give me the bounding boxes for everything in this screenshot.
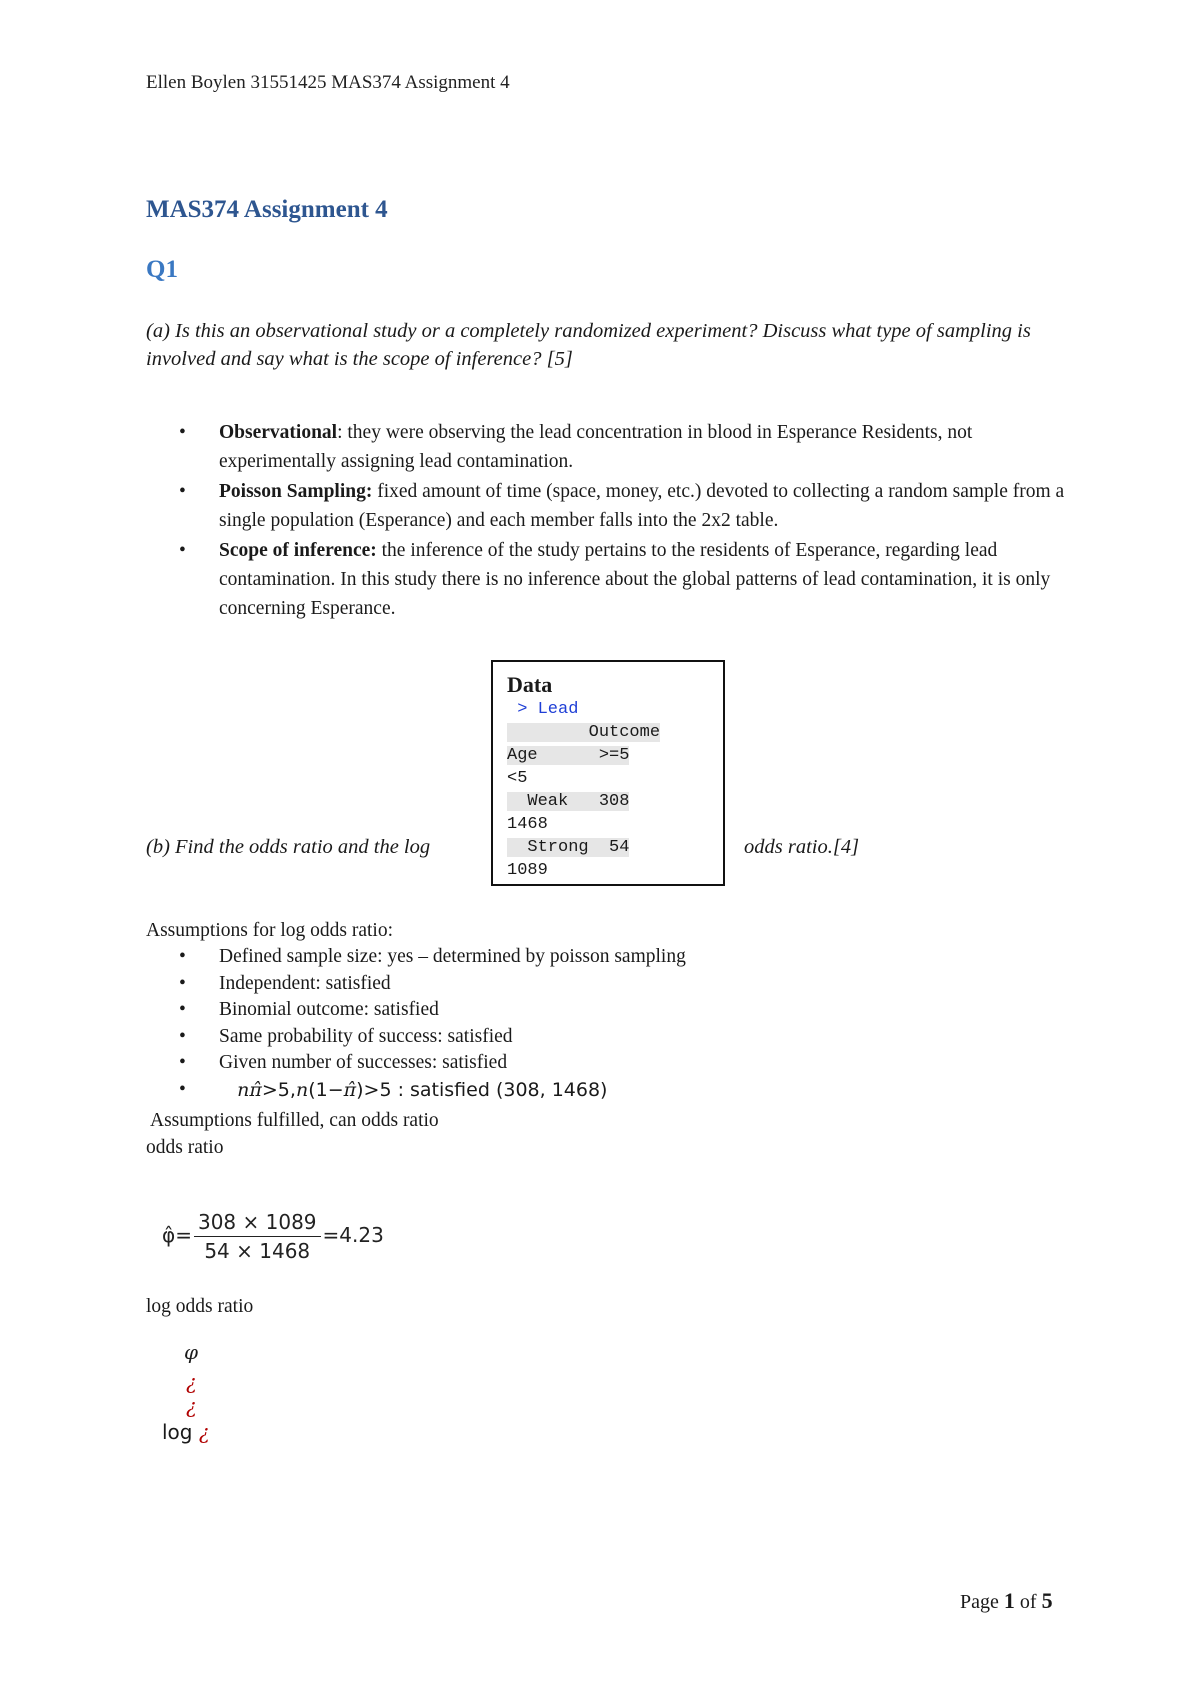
odds-ratio-label: odds ratio: [146, 1137, 224, 1158]
page-number: 1: [1003, 1588, 1015, 1613]
bullet-term: Scope of inference:: [219, 540, 377, 561]
question-a: (a) Is this an observational study or a completely randomized experiment? Discuss what type of sampling is involved and say what is the scope of inference? [5]: [146, 320, 1031, 370]
data-box-output: [507, 698, 660, 882]
row-label: Strong: [527, 838, 589, 857]
answer-bullet-list: [146, 418, 1066, 624]
log-expression: [162, 1420, 210, 1444]
assumptions-heading: Assumptions for log odds ratio:: [146, 920, 393, 941]
odds-ratio-formula: φ̂= $\frac{308 \times 1089}{54 \times 1468}$ =4.23: [162, 1210, 384, 1263]
sample-size-condition: nπ̂>5,n(1−π̂)>5: [237, 1078, 392, 1101]
cell-value: 1468: [507, 815, 548, 834]
bullet-icon: •: [179, 946, 186, 967]
cell-value: 54: [609, 838, 630, 857]
page-footer: [960, 1588, 1053, 1614]
log-word: log: [162, 1420, 193, 1444]
phi-glyph: φ: [184, 1340, 199, 1364]
question-b-right: odds ratio.[4]: [744, 836, 860, 858]
data-box-title: Data: [507, 672, 553, 697]
assumption-text: Binomial outcome: satisfied: [219, 999, 439, 1020]
bullet-icon: •: [179, 999, 186, 1020]
phi-hat: φ̂: [162, 1223, 176, 1247]
bullet-text: fixed amount of time (space, money, etc.) devoted to collecting a random sample from a single population (Esperance) and each member falls into the 2x2 table.: [219, 481, 1065, 531]
r-command: > Lead: [517, 700, 579, 719]
bullet-icon: •: [179, 422, 186, 443]
row-label: Weak: [527, 792, 569, 811]
broken-equation-glyph: ¿: [186, 1394, 197, 1418]
list-item: [146, 536, 1066, 623]
page-header: Ellen Boylen 31551425 MAS374 Assignment 4: [146, 72, 510, 93]
col-header: >=5: [598, 746, 630, 765]
age-label: Age: [507, 746, 538, 765]
list-item: [146, 1024, 1066, 1051]
document-title: MAS374 Assignment 4: [146, 196, 388, 223]
outcome-label: Outcome: [588, 723, 661, 742]
assumptions-fulfilled: Assumptions fulfilled, can odds ratio: [150, 1110, 439, 1131]
bullet-icon: •: [179, 540, 186, 561]
bullet-icon: •: [179, 1078, 186, 1100]
list-item: [146, 944, 1066, 971]
log-odds-label: log odds ratio: [146, 1296, 254, 1317]
numerator: 308 × 1089: [194, 1210, 321, 1237]
assumption-text: Given number of successes: satisfied: [219, 1052, 508, 1073]
list-item: [146, 418, 1066, 476]
list-item: [146, 971, 1066, 998]
broken-equation-glyph: ¿: [198, 1420, 210, 1444]
section-heading: Q1: [146, 256, 178, 283]
cell-value: 308: [598, 792, 630, 811]
assumption-text: Same probability of success: satisfied: [219, 1025, 513, 1047]
bullet-icon: •: [179, 1052, 186, 1073]
list-item: [146, 1050, 1066, 1077]
broken-equation-glyph: ¿: [186, 1370, 197, 1394]
footer-of-word: of: [1019, 1591, 1037, 1613]
bullet-term: Observational: [219, 422, 338, 443]
footer-page-word: Page: [960, 1591, 999, 1613]
assumption-text: Defined sample size: yes – determined by poisson sampling: [219, 946, 686, 967]
bullet-term: Poisson Sampling:: [219, 481, 373, 502]
assumptions-list: [146, 944, 1066, 1104]
bullet-icon: •: [179, 972, 186, 994]
assumption-text: : satisfied (308, 1468): [391, 1078, 608, 1101]
bullet-text: : they were observing the lead concentration in blood in Esperance Residents, not experimentally assigning lead contamination.: [219, 422, 973, 472]
data-box: [491, 660, 725, 886]
list-item: [146, 477, 1066, 535]
odds-ratio-result: 4.23: [339, 1223, 384, 1247]
bullet-icon: •: [179, 481, 186, 502]
denominator: 54 × 1468: [204, 1239, 311, 1263]
bullet-text: the inference of the study pertains to the residents of Esperance, regarding lead contamination. In this study there is no inference about the global patterns of lead contamination, it is only concerning Esperance.: [219, 540, 1051, 619]
cell-value: 1089: [507, 861, 548, 880]
col-header: <5: [507, 769, 528, 788]
list-item: [146, 1077, 1066, 1105]
list-item: [146, 997, 1066, 1024]
assumption-text: Independent: satisfied: [219, 972, 391, 994]
question-b-left: (b) Find the odds ratio and the log: [146, 836, 431, 858]
fraction: [194, 1210, 321, 1263]
page-total: 5: [1041, 1588, 1053, 1613]
bullet-icon: •: [179, 1025, 186, 1047]
